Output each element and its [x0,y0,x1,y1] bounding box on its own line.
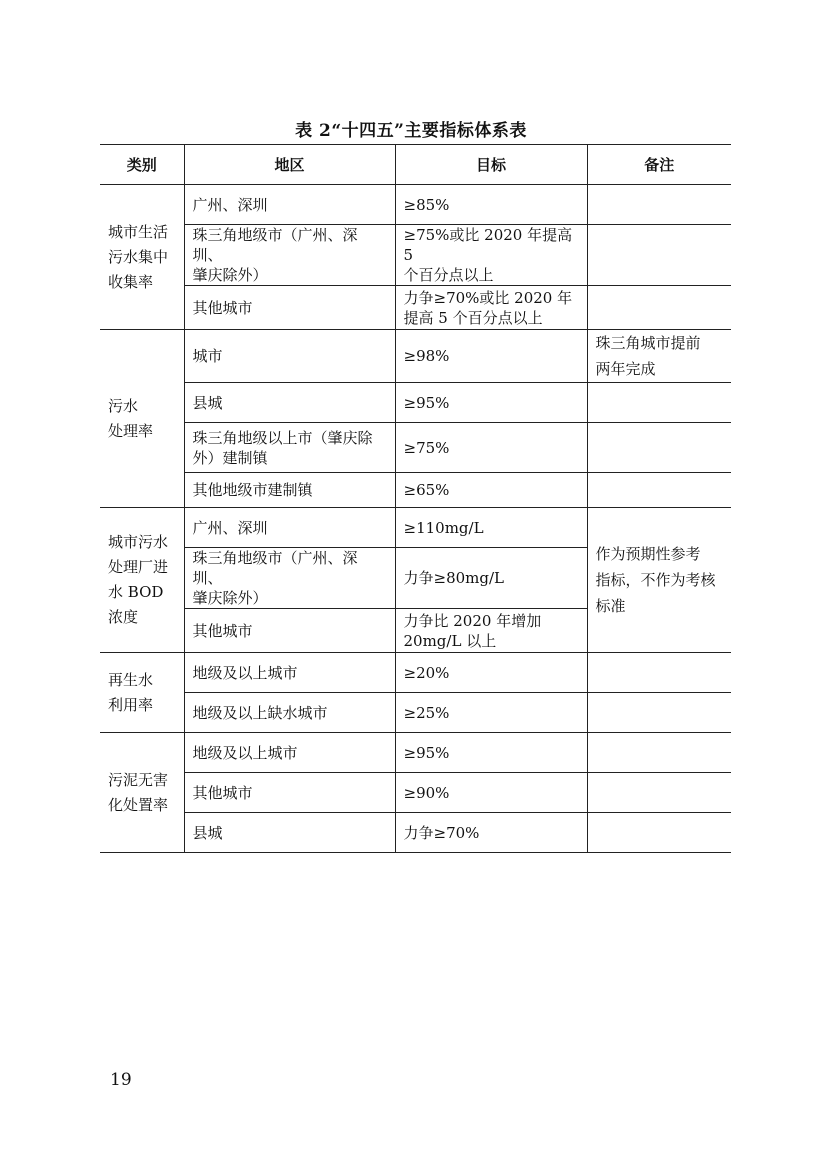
table-header-row [100,145,731,185]
page-number: 19 [110,1070,132,1090]
region-cell: 县城 [184,383,395,423]
target-cell: 力争≥80mg/L [395,548,587,609]
column-header-region: 地区 [184,145,395,185]
target-cell: ≥25% [395,693,587,733]
table-row [100,423,731,473]
region-cell: 广州、深圳 [184,185,395,225]
table-body [100,185,731,853]
target-cell: ≥90% [395,773,587,813]
region-cell: 县城 [184,813,395,853]
table-row [100,473,731,508]
target-cell: 力争≥70% [395,813,587,853]
indicator-table [100,144,731,853]
column-header-note: 备注 [587,145,731,185]
region-cell: 广州、深圳 [184,508,395,548]
category-cell: 再生水 利用率 [100,653,184,733]
note-cell [587,813,731,853]
category-cell: 污泥无害 化处置率 [100,733,184,853]
target-cell: ≥95% [395,733,587,773]
target-cell: 力争比 2020 年增加 20mg/L 以上 [395,609,587,653]
target-cell: ≥85% [395,185,587,225]
target-cell: ≥75% [395,423,587,473]
column-header-category: 类别 [100,145,184,185]
target-cell: ≥65% [395,473,587,508]
region-cell: 其他地级市建制镇 [184,473,395,508]
table-row [100,383,731,423]
target-cell: ≥95% [395,383,587,423]
note-cell [587,693,731,733]
region-cell: 其他城市 [184,286,395,330]
table-title: 表 2“十四五”主要指标体系表 [295,121,527,141]
target-cell: ≥75%或比 2020 年提高 5 个百分点以上 [395,225,587,286]
table-row [100,653,731,693]
region-cell: 地级及以上缺水城市 [184,693,395,733]
table-row [100,508,731,548]
region-cell: 珠三角地级市（广州、深圳、 肇庆除外） [184,225,395,286]
table-row [100,813,731,853]
region-cell: 其他城市 [184,609,395,653]
table-row [100,733,731,773]
region-cell: 珠三角地级市（广州、深圳、 肇庆除外） [184,548,395,609]
note-cell [587,423,731,473]
category-cell: 城市生活 污水集中 收集率 [100,185,184,330]
target-cell: 力争≥70%或比 2020 年 提高 5 个百分点以上 [395,286,587,330]
note-cell [587,773,731,813]
target-cell: ≥98% [395,330,587,383]
table-row [100,330,731,383]
note-cell: 珠三角城市提前 两年完成 [587,330,731,383]
target-cell: ≥20% [395,653,587,693]
note-cell [587,185,731,225]
region-cell: 城市 [184,330,395,383]
table-row [100,225,731,286]
table-row [100,693,731,733]
region-cell: 其他城市 [184,773,395,813]
note-cell [587,653,731,693]
region-cell: 地级及以上城市 [184,733,395,773]
table-row [100,773,731,813]
note-cell [587,383,731,423]
region-cell: 地级及以上城市 [184,653,395,693]
note-cell [587,225,731,286]
note-cell [587,286,731,330]
table-row [100,286,731,330]
category-cell: 城市污水 处理厂进 水 BOD 浓度 [100,508,184,653]
column-header-target: 目标 [395,145,587,185]
note-cell: 作为预期性参考 指标，不作为考核 标准 [587,508,731,653]
note-cell [587,733,731,773]
table-row [100,185,731,225]
note-cell [587,473,731,508]
category-cell: 污水 处理率 [100,330,184,508]
target-cell: ≥110mg/L [395,508,587,548]
region-cell: 珠三角地级以上市（肇庆除 外）建制镇 [184,423,395,473]
